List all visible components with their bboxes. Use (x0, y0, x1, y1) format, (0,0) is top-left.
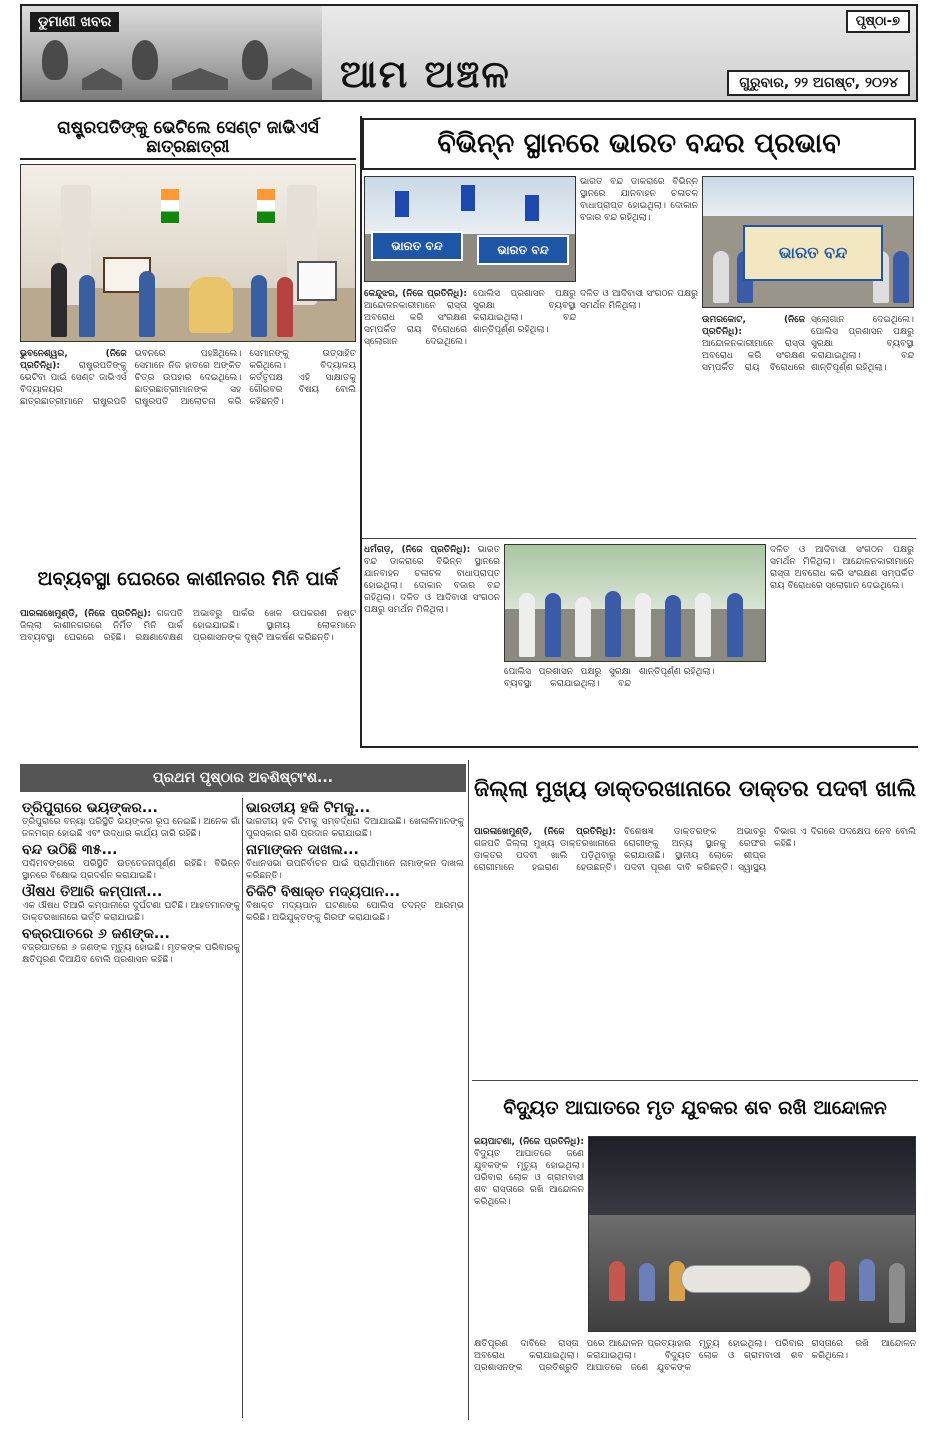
president-photo (20, 164, 356, 342)
continued-item-title: ନାମାଙ୍କନ ଦାଖଲ... (246, 842, 359, 858)
bandh-photo-2: ଭାରତ ବନ୍ଦ (702, 176, 914, 308)
electric-headline: ବିଦ୍ୟୁତ ଆଘାତରେ ମୃତ ଯୁବକର ଶବ ରଖି ଆନ୍ଦୋଳନ (472, 1086, 918, 1130)
newspaper-brand: ଡୁମାଣୀ ଖବର (30, 12, 119, 32)
bandh-body-col3: ଉମରକୋଟ, (ନିଜେ ପ୍ରତିନିଧି): ଆନ୍ଦୋଳନକାରୀମାନେ ରାସ୍ତା ଅବରୋଧ କରି ସଂରକ୍ଷଣ ସମ୍ପର୍କିତ ରାୟ ବିରୋଧରେ ସ୍ଲୋଗାନ ଦେଇଥିଲେ। ପୋଲିସ ପ୍ରଶାସନ ପକ୍ଷରୁ ସୁରକ୍ଷା ବ୍ୟବସ୍ଥା କରାଯାଇଥିଲା। ବନ୍ଦ ଶାନ୍ତିପୂର୍ଣ୍ଣ ରହିଥିଲା। (702, 315, 914, 373)
bandh-body-col1: କେନ୍ଦୁଝର, (ନିଜେ ପ୍ରତିନିଧି): ଆନ୍ଦୋଳନକାରୀମାନେ ରାସ୍ତା ଅବରୋଧ କରି ସଂରକ୍ଷଣ ସମ୍ପର୍କିତ ରାୟ ବିରୋଧରେ ସ୍ଲୋଗାନ ଦେଇଥିଲେ। ପୋଲିସ ପ୍ରଶାସନ ପକ୍ଷରୁ ସୁରକ୍ଷା ବ୍ୟବସ୍ଥା କରାଯାଇଥିଲା। ବନ୍ଦ ଶାନ୍ତିପୂର୍ଣ୍ଣ ରହିଥିଲା। (364, 289, 576, 347)
continued-item-title: ଚିକିଟି ବିଷାକ୍ତ ମଦ୍ୟପାନ... (246, 884, 401, 900)
electric-body-bottom: କ୍ଷତିପୂରଣ ଦାବିରେ ରାସ୍ତା ଅବରୋଧ କରାଯାଇଥିଲା। ପ୍ରଶାସନଙ୍କ ପ୍ରତିଶ୍ରୁତି ପରେ ଆନ୍ଦୋଳନ ପ୍ରତ୍ୟାହାର କରାଯାଇଥିଲା। ବିଦ୍ୟୁତ ଆଘାତରେ ଜଣେ ଯୁବକଙ୍କ ମୃତ୍ୟୁ ହୋଇଥିଲା। ପରିବାର ଲୋକ ଓ ଗ୍ରାମବାସୀ ଶବ ରାସ୍ତାରେ ରଖି ଆନ୍ଦୋଳନ କରିଥିଲେ। (474, 1339, 916, 1373)
section-title: ଆମ ଅଞ୍ଚଳ (340, 52, 511, 96)
park-headline: ଅବ୍ୟବସ୍ଥା ଘେରରେ କାଶୀନଗର ମିନି ପାର୍କ (20, 556, 356, 602)
president-headline: ରାଷ୍ଟ୍ରପତିଙ୍କୁ ଭେଟିଲେ ସେଣ୍ଟ ଜାଭିଏର୍ସ ଛାତ୍ରଛାତ୍ରୀ (20, 118, 356, 160)
continued-item-title: ବନ୍ଦ ଉଠିଛି ୩୫... (22, 842, 118, 858)
president-body: ଭୁବନେଶ୍ୱର, (ନିଜେ ପ୍ରତିନିଧି): ରାଷ୍ଟ୍ରପତିଙ୍କୁ ଭେଟିବା ପାଇଁ ସେଣ୍ଟ ଜାଭିଏର୍ସ ବିଦ୍ୟାଳୟର ଛାତ୍ରଛାତ୍ରୀମାନେ ରାଷ୍ଟ୍ରପତି ଭବନରେ ପହଞ୍ଚିଥିଲେ। ସେମାନେ ନିଜ ହାତରେ ଅଙ୍କିତ ଚିତ୍ର ଉପହାର ଦେଇଥିଲେ। ଛାତ୍ରଛାତ୍ରୀମାନଙ୍କ ସହ ରାଷ୍ଟ୍ରପତି ଆଲୋଚନା କରି ସେମାନଙ୍କୁ ଉତ୍ସାହିତ କରିଥିଲେ। ବିଦ୍ୟାଳୟ କର୍ତ୍ତୃପକ୍ଷ ଏହି ସାକ୍ଷାତକୁ ଗୌରବର ବିଷୟ ବୋଲି କହିଛନ୍ତି। (20, 349, 356, 407)
electric-body-left: ଜୟପାଟଣା, (ନିଜେ ପ୍ରତିନିଧି): ବିଦ୍ୟୁତ ଆଘାତରେ ଜଣେ ଯୁବକଙ୍କ ମୃତ୍ୟୁ ହୋଇଥିଲା। ପରିବାର ଲୋକ ଓ ଗ୍ରାମବାସୀ ଶବ ରାସ୍ତାରେ ରଖି ଆନ୍ଦୋଳନ କରିଥିଲେ। (474, 1137, 584, 1207)
bandh-headline: ବିଭିନ୍ନ ସ୍ଥାନରେ ଭାରତ ବନ୍ଦର ପ୍ରଭାବ (362, 118, 916, 170)
issue-date: ଗୁରୁବାର, ୨୨ ଅଗଷ୍ଟ, ୨୦୨୪ (727, 70, 910, 96)
page-number: ପୃଷ୍ଠା-୭ (846, 10, 910, 33)
protest-photo (588, 1136, 916, 1332)
bandh-photo-1: ଭାରତ ବନ୍ଦ ଭାରତ ବନ୍ଦ (364, 176, 576, 282)
continued-item-title: ଭାରତୀୟ ହକି ଟିମକୁ... (246, 800, 371, 816)
continued-col-right: ଭାରତୀୟ ହକି ଟିମକୁ... ଭାରତୀୟ ହକି ଟିମକୁ ସମ୍ବର୍ଦ୍ଧନା ଦିଆଯାଇଛି। ଖେଳାଳିମାନଙ୍କୁ ପୁରସ୍କାର ରାଶି ପ୍ରଦାନ କରାଯାଇଛି। ନାମାଙ୍କନ ଦାଖଲ... ବିଧାନସଭା ଉପନିର୍ବାଚନ ପାଇଁ ପ୍ରାର୍ଥୀମାନେ ନାମାଙ୍କନ ଦାଖଲ କରିଛନ୍ତି। ଚିକିଟି ବିଷାକ୍ତ ମଦ୍ୟପାନ... ବିଷାକ୍ତ ମଦ୍ୟପାନ ଘଟଣାରେ ପୋଲିସ ତଦନ୍ତ ଆରମ୍ଭ କରିଛି। ଅଭିଯୁକ୍ତଙ୍କୁ ଗିରଫ କରାଯାଇଛି। (246, 800, 464, 923)
bandh-body-top: ଭାରତ ବନ୍ଦ ଡାକରାରେ ବିଭିନ୍ନ ସ୍ଥାନରେ ଯାନବାହନ ଚଳାଚଳ ବାଧାପ୍ରାପ୍ତ ହୋଇଥିଲା। ଦୋକାନ ବଜାର ବନ୍ଦ ରହିଥିଲା। (580, 177, 698, 223)
park-body: ପାରଳାଖେମୁଣ୍ଡି, (ନିଜେ ପ୍ରତିନିଧି): ଗଜପତି ଜିଲ୍ଲା କାଶୀନଗରରେ ନିର୍ମିତ ମିନି ପାର୍କ ଅବ୍ୟବସ୍ଥା ଘେରରେ ରହିଛି। ରକ୍ଷଣାବେକ୍ଷଣ ଅଭାବରୁ ପାର୍କର ଖେଳ ଉପକରଣ ନଷ୍ଟ ହୋଇଯାଇଛି। ସ୍ଥାନୀୟ ଲୋକମାନେ ପ୍ରଶାସନଙ୍କ ଦୃଷ୍ଟି ଆକର୍ଷଣ କରିଛନ୍ତି। (20, 609, 356, 643)
masthead (20, 4, 918, 102)
bandh-body-col2: ଦଳିତ ଓ ଆଦିବାସୀ ସଂଗଠନ ପକ୍ଷରୁ ସମର୍ଥନ ମିଳିଥିଲା। (580, 289, 698, 311)
continued-col-left: ତ୍ରିପୁରାରେ ଭୟଙ୍କର... ତ୍ରିପୁରାରେ ବନ୍ୟା ପରିସ୍ଥିତି ଭୟଙ୍କର ରୂପ ନେଇଛି। ଅନେକ ଗାଁ ଜଳମଗ୍ନ ହୋଇଛି ଏବଂ ଉଦ୍ଧାର କାର୍ଯ୍ୟ ଜାରି ରହିଛି। ବନ୍ଦ ଉଠିଛି ୩୫... ପଶ୍ଚିମବଙ୍ଗରେ ପରିସ୍ଥିତି ଉତ୍ତେଜନାପୂର୍ଣ୍ଣ ରହିଛି। ବିଭିନ୍ନ ସ୍ଥାନରେ ବିକ୍ଷୋଭ ପ୍ରଦର୍ଶନ କରାଯାଇଛି। ଔଷଧ ତିଆରି କମ୍ପାନୀ... ଏକ ଔଷଧ ତିଆରି କମ୍ପାନୀରେ ଦୁର୍ଘଟଣା ଘଟିଛି। ଆହତମାନଙ୍କୁ ଡାକ୍ତରଖାନାରେ ଭର୍ତ୍ତି କରାଯାଇଛି। ବଜ୍ରପାତରେ ୬ ଜଣଙ୍କ... ବଜ୍ରପାତରେ ୬ ଜଣଙ୍କ ମୃତ୍ୟୁ ହୋଇଛି। ମୃତକଙ୍କ ପରିବାରକୁ କ୍ଷତିପୂରଣ ଦିଆଯିବ ବୋଲି ପ୍ରଶାସନ କହିଛି। (22, 800, 240, 965)
continued-banner: ପ୍ରଥମ ପୃଷ୍ଠାର ଅବଶିଷ୍ଟାଂଶ... (20, 764, 466, 792)
bandh-body-bottom-left: ଧର୍ମଗଡ଼, (ନିଜେ ପ୍ରତିନିଧି): ଭାରତ ବନ୍ଦ ଡାକରାରେ ବିଭିନ୍ନ ସ୍ଥାନରେ ଯାନବାହନ ଚଳାଚଳ ବାଧାପ୍ରାପ୍ତ ହୋଇଥିଲା। ଦୋକାନ ବଜାର ବନ୍ଦ ରହିଥିଲା। ଦଳିତ ଓ ଆଦିବାସୀ ସଂଗଠନ ପକ୍ଷରୁ ସମର୍ଥନ ମିଳିଥିଲା। (364, 545, 500, 615)
bandh-photo-3 (504, 544, 766, 662)
continued-item-title: ବଜ୍ରପାତରେ ୬ ଜଣଙ୍କ... (22, 926, 170, 942)
continued-item-title: ତ୍ରିପୁରାରେ ଭୟଙ୍କର... (22, 800, 158, 816)
hospital-headline: ଜିଲ୍ଲା ମୁଖ୍ୟ ଡାକ୍ତରଖାନାରେ ଡାକ୍ତର ପଦବୀ ଖାଲି (472, 762, 918, 818)
hospital-body: ପାରଳାଖେମୁଣ୍ଡି, (ନିଜେ ପ୍ରତିନିଧି): ଗଜପତି ଜିଲ୍ଲା ମୁଖ୍ୟ ଡାକ୍ତରଖାନାରେ ଡାକ୍ତର ପଦବୀ ଖାଲି ପଡ଼ିଥିବାରୁ ରୋଗୀମାନେ ହଇରାଣ ହେଉଛନ୍ତି। ବିଶେଷଜ୍ଞ ଡାକ୍ତରଙ୍କ ଅଭାବରୁ ରୋଗୀଙ୍କୁ ଅନ୍ୟ ସ୍ଥାନକୁ ରେଫର କରାଯାଉଛି। ସ୍ଥାନୀୟ ଲୋକେ ଶୀଘ୍ର ପଦବୀ ପୂରଣ ଦାବି କରିଛନ୍ତି। ସ୍ୱାସ୍ଥ୍ୟ ବିଭାଗ ଏ ଦିଗରେ ପଦକ୍ଷେପ ନେବ ବୋଲି କହିଛି। (474, 827, 916, 873)
bandh-body-bottom-mid: ପୋଲିସ ପ୍ରଶାସନ ପକ୍ଷରୁ ସୁରକ୍ଷା ବ୍ୟବସ୍ଥା କରାଯାଇଥିଲା। ବନ୍ଦ ଶାନ୍ତିପୂର୍ଣ୍ଣ ରହିଥିଲା। (504, 667, 715, 689)
bandh-body-bottom-right: ଦଳିତ ଓ ଆଦିବାସୀ ସଂଗଠନ ପକ୍ଷରୁ ସମର୍ଥନ ମିଳିଥିଲା। ଆନ୍ଦୋଳନକାରୀମାନେ ରାସ୍ତା ଅବରୋଧ କରି ସଂରକ୍ଷଣ ସମ୍ପର୍କିତ ରାୟ ବିରୋଧରେ ସ୍ଲୋଗାନ ଦେଇଥିଲେ। (770, 545, 914, 591)
continued-item-title: ଔଷଧ ତିଆରି କମ୍ପାନୀ... (22, 884, 163, 900)
